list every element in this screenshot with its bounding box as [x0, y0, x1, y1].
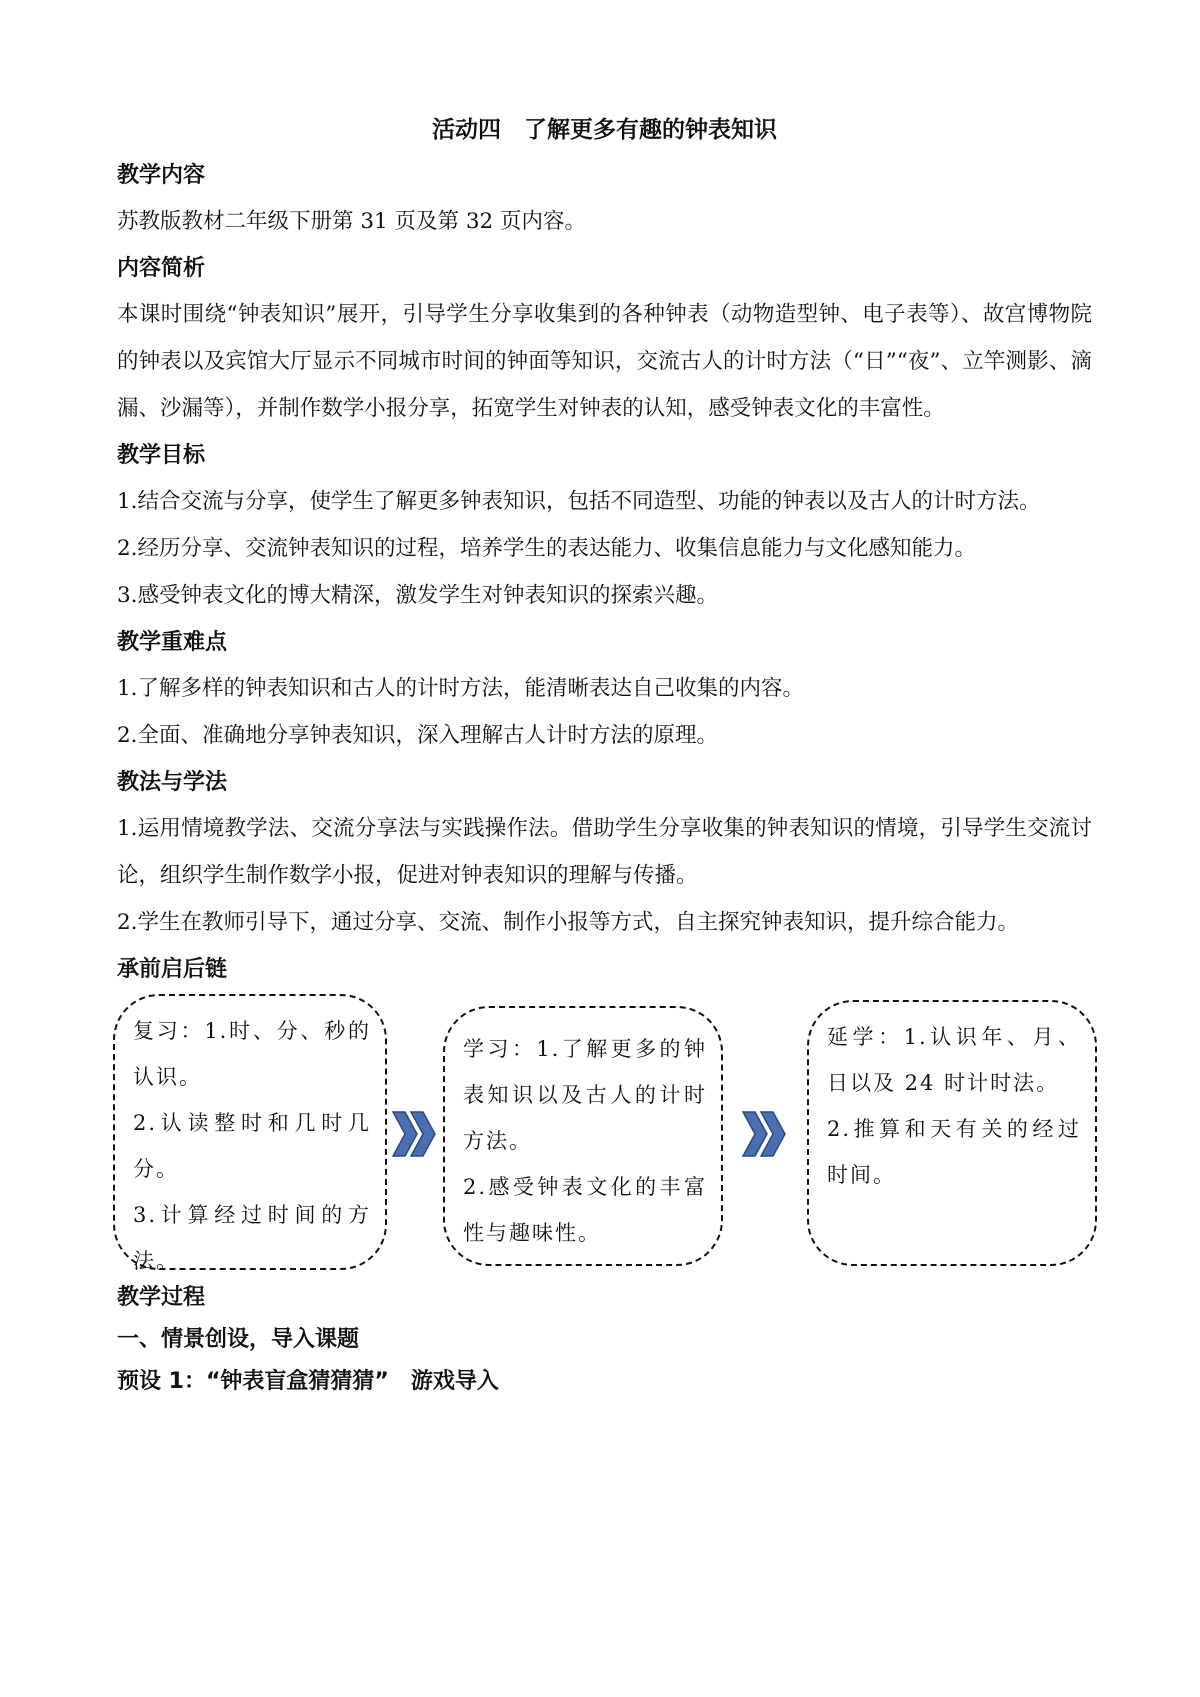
study-line: 2.感受钟表文化的丰富性与趣味性。 [463, 1175, 707, 1245]
document-page [117, 110, 1092, 1404]
review-box [113, 994, 387, 1273]
heading-chain: 承前启后链 [117, 957, 228, 982]
heading-summary: 内容简析 [117, 256, 206, 281]
heading-methods: 教法与学法 [117, 770, 228, 795]
knowledge-chain [117, 994, 1092, 1274]
double-chevron-right-icon [389, 1106, 439, 1162]
heading-content: 教学内容 [117, 163, 206, 188]
extend-line: 延学：1.认识年、月、日以及 24 时计时法。 [827, 1025, 1081, 1095]
method-item: 1.运用情境教学法、交流分享法与实践操作法。借助学生分享收集的钟表知识的情境，引导学生交流讨论，组织学生制作数学小报，促进对钟表知识的理解与传播。 [117, 816, 1092, 888]
heading-preset1: 预设 1：“钟表盲盒猜猜猜” 游戏导入 [117, 1369, 499, 1394]
review-line: 3.计算经过时间的方法。 [133, 1203, 371, 1273]
heading-key-points: 教学重难点 [117, 630, 228, 655]
heading-process: 教学过程 [117, 1285, 206, 1310]
goal-item: 2.经历分享、交流钟表知识的过程，培养学生的表达能力、收集信息能力与文化感知能力。 [117, 536, 977, 561]
review-line: 复习：1.时、分、秒的认识。 [133, 1019, 371, 1089]
heading-step1: 一、情景创设，导入课题 [117, 1327, 360, 1352]
study-line: 学习：1.了解更多的钟表知识以及古人的计时方法。 [463, 1037, 707, 1153]
heading-goals: 教学目标 [117, 443, 206, 468]
content-text: 苏教版教材二年级下册第 31 页及第 32 页内容。 [117, 209, 587, 234]
summary-text: 本课时围绕“钟表知识”展开，引导学生分享收集到的各种钟表（动物造型钟、电子表等）、故宫博物院的钟表以及宾馆大厅显示不同城市时间的钟面等知识，交流古人的计时方法（“日”“夜”、立竿测影、滴漏、沙漏等），并制作数学小报分享，拓宽学生对钟表的认知，感受钟表文化的丰富性。 [117, 302, 1092, 421]
double-chevron-right-icon [739, 1106, 789, 1162]
extend-box [807, 1000, 1097, 1266]
review-line: 2.认读整时和几时几分。 [133, 1111, 371, 1181]
extend-line: 2.推算和天有关的经过时间。 [827, 1117, 1081, 1187]
key-point-item: 2.全面、准确地分享钟表知识，深入理解古人计时方法的原理。 [117, 723, 719, 748]
page-title: 活动四 了解更多有趣的钟表知识 [432, 117, 777, 143]
goal-item: 3.感受钟表文化的博大精深，激发学生对钟表知识的探索兴趣。 [117, 583, 719, 608]
study-box [443, 1006, 723, 1266]
key-point-item: 1.了解多样的钟表知识和古人的计时方法，能清晰表达自己收集的内容。 [117, 676, 805, 701]
goal-item: 1.结合交流与分享，使学生了解更多钟表知识，包括不同造型、功能的钟表以及古人的计时方法。 [117, 489, 1041, 514]
method-item: 2.学生在教师引导下，通过分享、交流、制作小报等方式，自主探究钟表知识，提升综合能力。 [117, 910, 1020, 935]
